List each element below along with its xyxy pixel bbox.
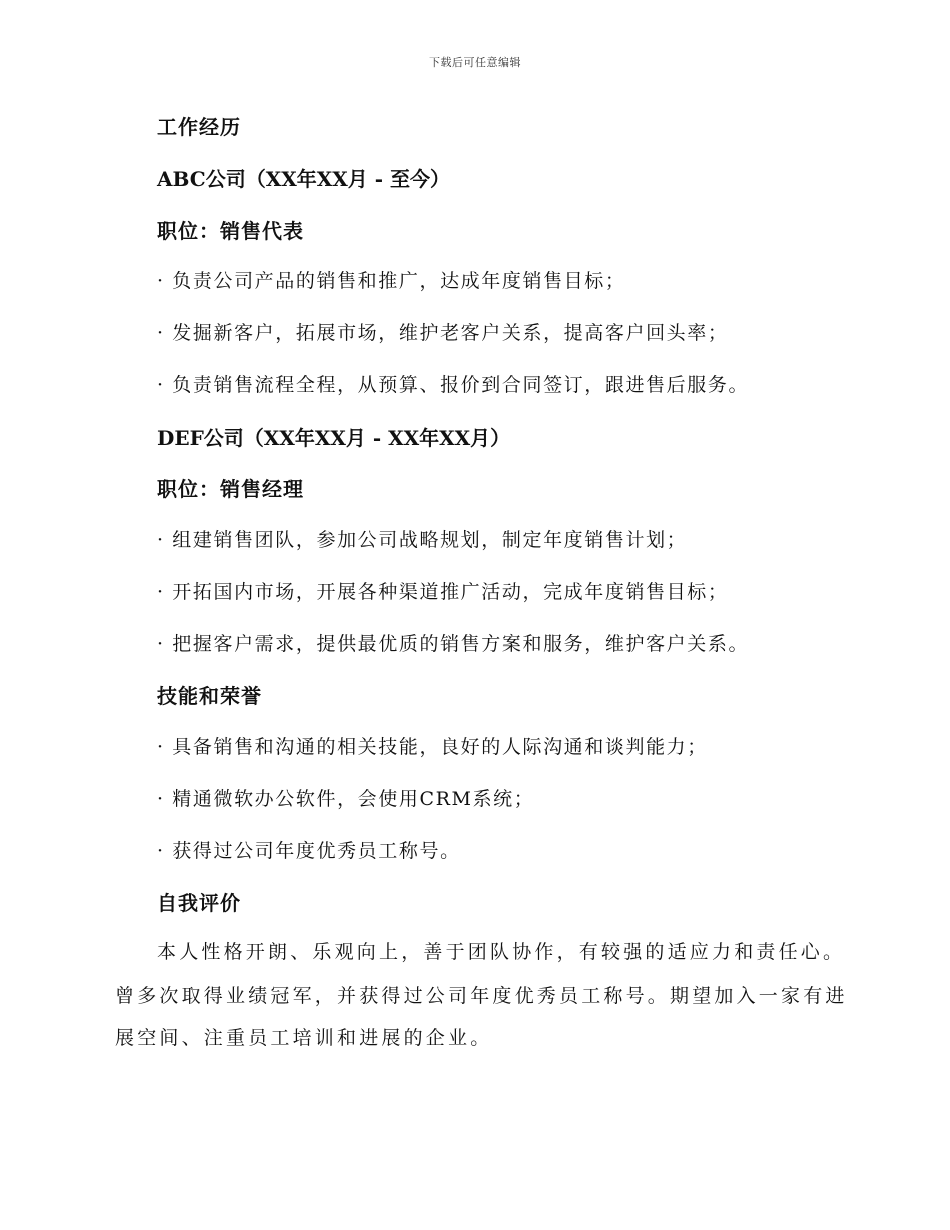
job-2-duty-3: · 把握客户需求，提供最优质的销售方案和服务，维护客户关系。 xyxy=(157,633,750,655)
self-evaluation-line-2: 曾多次取得业绩冠军，并获得过公司年度优秀员工称号。期望加入一家有进 xyxy=(115,985,848,1007)
job-1-duty-2: · 发掘新客户，拓展市场，维护老客户关系，提高客户回头率； xyxy=(157,322,729,344)
skills-heading: 技能和荣誉 xyxy=(157,684,262,708)
job-2-duty-1: · 组建销售团队，参加公司战略规划，制定年度销售计划； xyxy=(157,529,688,551)
job-1-duty-1: · 负责公司产品的销售和推广，达成年度销售目标； xyxy=(157,270,626,292)
skill-item-1: · 具备销售和沟通的相关技能，良好的人际沟通和谈判能力； xyxy=(157,736,708,758)
skill-item-2: · 精通微软办公软件，会使用CRM系统； xyxy=(157,788,535,810)
work-experience-heading: 工作经历 xyxy=(157,115,241,139)
skill-item-3: · 获得过公司年度优秀员工称号。 xyxy=(157,840,461,862)
self-evaluation-heading: 自我评价 xyxy=(157,891,241,915)
job-1-position: 职位：销售代表 xyxy=(157,219,304,243)
job-1-duty-3: · 负责销售流程全程，从预算、报价到合同签订，跟进售后服务。 xyxy=(157,374,750,396)
job-2-position: 职位：销售经理 xyxy=(157,477,304,501)
job-1-company: ABC公司（XX年XX月 - 至今） xyxy=(157,167,451,191)
job-2-duty-2: · 开拓国内市场，开展各种渠道推广活动，完成年度销售目标； xyxy=(157,581,729,603)
self-evaluation-line-1: 本人性格开朗、乐观向上，善于团队协作，有较强的适应力和责任心。 xyxy=(157,941,846,963)
self-evaluation-line-3: 展空间、注重员工培训和进展的企业。 xyxy=(115,1027,493,1049)
page-header-note: 下载后可任意编辑 xyxy=(429,56,521,69)
job-2-company: DEF公司（XX年XX月 - XX年XX月） xyxy=(157,426,511,450)
